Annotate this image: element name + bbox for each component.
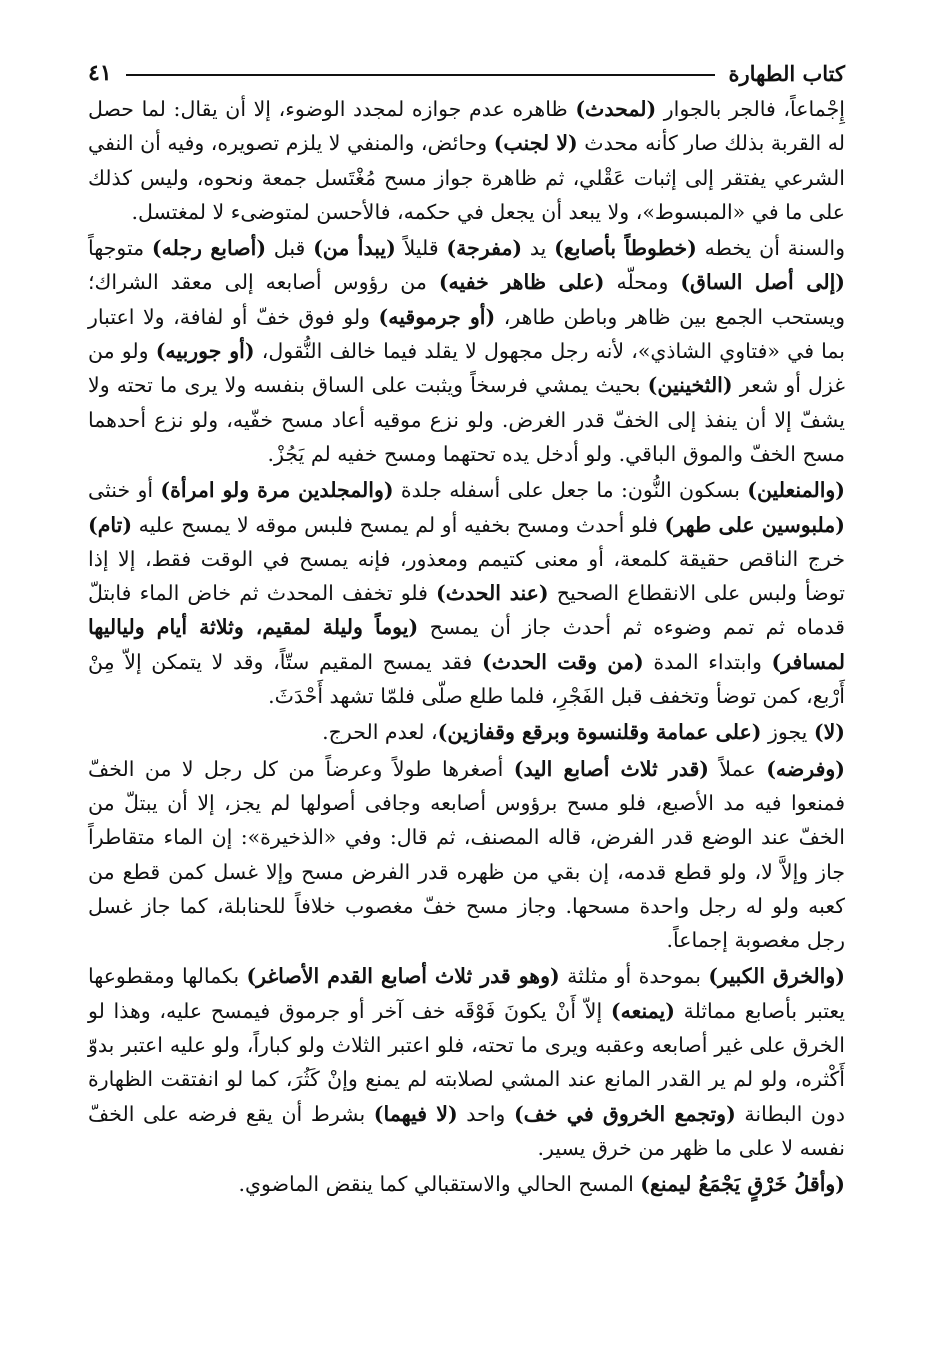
commentary-text: خرج الناقص حقيقة كلمعة، أو معنى كتيمم ومعذور، فإنه يمسح في الوقت فقط، إلا إذا توضأ ولبس على الانقطاع الصحيح xyxy=(88,546,845,606)
paragraph xyxy=(88,92,845,229)
bold-matn-text: (لا لجنب) xyxy=(493,131,578,156)
bold-matn-text: (لمحدث) xyxy=(575,97,657,121)
commentary-text: ، لعدم الحرج. xyxy=(322,720,438,745)
page-number: ٤١ xyxy=(88,60,112,86)
commentary-text: عملاً xyxy=(708,756,767,781)
commentary-text: قبل xyxy=(266,236,314,261)
bold-matn-text: (من وقت الحدث) xyxy=(482,649,644,674)
commentary-text: بسكون النُّون: ما جعل على أسفله جلدة xyxy=(393,478,748,503)
commentary-text: متوجهاً xyxy=(88,236,152,261)
commentary-text: أو خنثى xyxy=(88,478,161,503)
commentary-text: من رؤوس أصابعه إلى معقد الشراك؛ ويستحب الجمع بين ظاهر وباطن طاهر، xyxy=(88,270,845,329)
running-title: كتاب الطهارة xyxy=(728,60,845,86)
commentary-text: والسنة أن يخطه xyxy=(696,236,845,261)
header-rule xyxy=(126,74,715,76)
commentary-text: إلاّ أَنْ يكونَ فَوْقَه خف آخر أو جرموق فيمسح عليه، وهذا لو الخرق على غير أصابعه وعقبه ويرى ما تحته، فلو اعتبر الثلاث ولو كباراً، ولو عليه اعتبر بدوّ أَكْثره، ولو لم ير القدر المانع عند المشي لصلابته لم يمنع وإنْ كَثُرَ، كما لو انفتقت الظهارة دون البطانة xyxy=(88,998,846,1126)
paragraph xyxy=(88,231,845,471)
commentary-text: فقد يمسح المقيم ستّاً، وقد لا يتمكن إلاّ مِنْ أَرْبع، كمن توضأ وتخفف قبل الفَجْرِ، فلما طلع صلّى فلمّا تشهد أَحْدَثَ. xyxy=(88,649,845,709)
commentary-text: ولو فوق خفّ أو لفافة، ولا اعتبار بما في «فتاوي الشاذي»، لأنه رجل مجهول لا يقلد فيما خالف النُّقول، xyxy=(88,304,845,364)
bold-matn-text: (أو جوربيه) xyxy=(155,339,255,364)
paragraph xyxy=(88,473,845,713)
commentary-text: يد xyxy=(522,236,555,261)
bold-matn-text: (وأقلُ خَرْقٍ يَجْمَعُ ليمنع) xyxy=(640,1172,845,1197)
commentary-text: بموحدة أو مثلثة xyxy=(559,964,709,989)
commentary-text: يجوز xyxy=(761,720,814,745)
commentary-text: واحد xyxy=(457,1101,514,1126)
bold-matn-text: (وفرضه) xyxy=(766,756,845,781)
paragraph xyxy=(88,1167,845,1201)
bold-matn-text: (والمنعلين) xyxy=(747,478,845,503)
commentary-text: بكمالها ومقطوعها يعتبر بأصابع مماثلة xyxy=(88,964,845,1023)
commentary-text: ظاهره عدم جوازه لمجدد الوضوء، إلا أن يقال: لما حصل له القربة بذلك صار كأنه محدث xyxy=(88,97,845,156)
commentary-text: أصغرها طولاً وعرضاً من كل رجل لا من الخفّ فمنعوا فيه مد الأصبع، فلو مسح برؤوس أصابعه وجافى أصولها لم يجز، إلا أن يبتلّ من الخفّ عند الوضع قدر الفرض، قاله المصنف، ثم قال: وفي «الذخيرة»: إن الماء متقاطراً جاز وإلاَّ لا، ولو قطع قدمه، إن بقي من ظهره قدر الفرض مسح وإلا غسل كمن قطع من كعبه ولو له رجل واحدة مسحها. وجاز مسح خفّ مغصوب خلافاً للحنابلة، كما جاز غسل رجل مغصوبة إجماعاً. xyxy=(88,756,845,953)
bold-matn-text: (يوماً وليلة لمقيم، وثلاثة أيام ولياليها لمسافر) xyxy=(88,615,845,674)
commentary-text: المسح الحالي والاستقبالي كما ينقض الماضوي. xyxy=(238,1172,641,1197)
bold-matn-text: (قدر ثلاث أصابع اليد) xyxy=(513,756,709,781)
bold-matn-text: (عند الحدث) xyxy=(436,581,549,606)
bold-matn-text: (ملبوسين على طهر) xyxy=(664,512,845,537)
commentary-text: بحيث يمشي فرسخاً ويثبت على الساق بنفسه ولا يرى ما تحته ولا يشفّ إلا أن ينفذ إلى الخفّ قدر الغرض. ولو نزع موقيه أعاد مسح خفّيه، ولو نزع أحدهما مسح الخفّ والموق الباقي. ولو أدخل يده تحتهما ومسح خفيه لم يَجُزْ. xyxy=(88,373,845,466)
bold-matn-text: (والخرق الكبير) xyxy=(708,964,845,989)
commentary-text: قليلاً xyxy=(395,236,447,261)
bold-matn-text: (وهو قدر ثلاث أصابع القدم الأصاغر) xyxy=(246,964,560,989)
commentary-text: وحائض، والمنفي لا يلزم تصويره، وفيه أن النفي الشرعي يفتقر إلى إثبات عَقْلي، ثم ظاهرة جواز مسح مُغْتَسل جمعة ونحوه، وليس كذلك على ما في «المبسوط»، ولا يبعد أن يجعل في حكمه، فالأحسن لمتوضىء لا لمغتسل. xyxy=(88,131,845,224)
page-body xyxy=(88,92,845,1202)
commentary-text: ومحلّه xyxy=(604,270,681,295)
bold-matn-text: (الثخينين) xyxy=(647,373,733,398)
paragraph xyxy=(88,752,845,958)
commentary-text: ولو من غزل أو شعر xyxy=(88,339,845,398)
commentary-text: وابتداء المدة xyxy=(643,649,772,674)
bold-matn-text: (والمجلدين مرة ولو امرأة) xyxy=(160,478,394,503)
commentary-text: بشرط أن يقع فرضه على الخفّ نفسه لا على ما ظهر من خرق يسير. xyxy=(88,1101,845,1160)
bold-matn-text: (يمنعه) xyxy=(610,998,675,1023)
commentary-text: إِجْماعاً، فالجر بالجوار xyxy=(656,97,845,121)
commentary-text: فلو تخفف المحدث ثم خاض الماء فابتلّ قدماه ثم تمم وضوءه ثم أحدث جاز أن يمسح xyxy=(88,581,845,640)
bold-matn-text: (تام) xyxy=(88,512,133,537)
bold-matn-text: (أو جرموقيه) xyxy=(378,304,496,329)
bold-matn-text: (لا) xyxy=(813,720,845,745)
bold-matn-text: (أصابع رجله) xyxy=(151,236,267,261)
paragraph xyxy=(88,715,845,749)
bold-matn-text: (إلى أصل الساق) xyxy=(680,270,845,295)
commentary-text: فلو أحدث ومسح بخفيه أو لم يمسح فلبس موقه لا يمسح عليه xyxy=(132,512,665,537)
bold-matn-text: (يبدأ من) xyxy=(313,236,396,261)
bold-matn-text: (خطوطاً بأصابع) xyxy=(554,236,697,261)
paragraph xyxy=(88,959,845,1165)
bold-matn-text: (على ظاهر خفيه) xyxy=(438,270,605,295)
bold-matn-text: (مفرجة) xyxy=(446,236,523,261)
page-header xyxy=(88,58,845,88)
bold-matn-text: (لا فيهما) xyxy=(373,1101,458,1126)
bold-matn-text: (وتجمع الخروق في خف) xyxy=(513,1101,736,1126)
bold-matn-text: (على عمامة وقلنسوة وبرقع وقفازين) xyxy=(437,720,762,745)
